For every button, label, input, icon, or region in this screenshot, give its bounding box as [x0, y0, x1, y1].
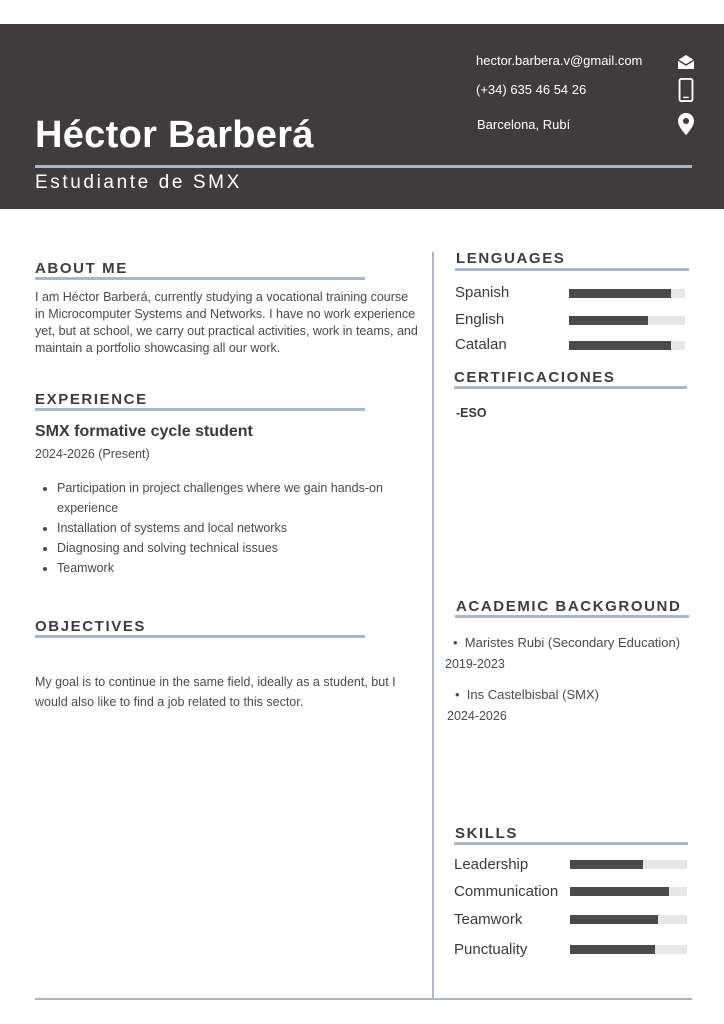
- contact-email[interactable]: hector.barbera.v@gmail.com: [476, 53, 643, 68]
- language-label: Catalan: [455, 336, 507, 353]
- language-label: Spanish: [455, 284, 510, 301]
- skill-level-fill: [570, 887, 669, 896]
- about-rule: [35, 277, 365, 280]
- job-dates: 2024-2026 (Present): [35, 447, 150, 461]
- objectives-text: My goal is to continue in the same field, ideally as a student, but I would also like to find a job related to this sector.: [35, 675, 396, 709]
- skill-label: Communication: [454, 883, 559, 900]
- list-item: • Teamwork: [57, 558, 420, 578]
- envelope-icon: [676, 51, 696, 75]
- skill-level-track: [570, 860, 687, 869]
- header-divider: [35, 165, 692, 168]
- language-level-fill: [569, 341, 671, 350]
- footer-divider: [35, 998, 692, 1000]
- academic-years-2: 2024-2026: [447, 709, 507, 723]
- languages-rule: [455, 268, 689, 271]
- objectives-rule: [35, 635, 365, 638]
- column-divider: [432, 252, 434, 998]
- experience-heading: EXPERIENCE: [35, 391, 148, 408]
- skill-level-fill: [570, 860, 643, 869]
- skills-rule: [454, 842, 688, 845]
- academic-name: Ins Castelbisbal (SMX): [466, 687, 599, 702]
- academic-heading: ACADEMIC BACKGROUND: [456, 598, 682, 615]
- about-heading: ABOUT ME: [35, 260, 128, 277]
- list-item: • Participation in project challenges where we gain hands-on experience: [57, 478, 420, 518]
- academic-item-1: • Maristes Rubi (Secondary Education): [453, 635, 681, 650]
- list-item: • Installation of systems and local networks: [57, 518, 420, 538]
- language-level-fill: [569, 316, 648, 325]
- list-item: • Diagnosing and solving technical issues: [57, 538, 420, 558]
- person-role: Estudiante de SMX: [35, 172, 242, 193]
- skill-level-fill: [570, 945, 655, 954]
- skills-heading: SKILLS: [455, 825, 518, 842]
- skill-label: Punctuality: [454, 941, 528, 958]
- languages-heading: LENGUAGES: [456, 250, 566, 267]
- skill-level-track: [570, 887, 687, 896]
- location-pin-icon: [676, 112, 696, 136]
- experience-rule: [35, 408, 365, 411]
- certification-item: -ESO: [456, 406, 487, 420]
- contact-phone: (+34) 635 46 54 26: [476, 82, 587, 97]
- objectives-heading: OBJECTIVES: [35, 618, 147, 635]
- language-level-fill: [569, 289, 671, 298]
- experience-bullets: [35, 478, 420, 578]
- academic-rule: [455, 615, 689, 618]
- language-level-track: [569, 316, 685, 325]
- about-text: I am Héctor Barberá, currently studying a vocational training course in Microcomputer Systems and Networks. I have no work experience yet, but at school, we carry out practical activities, work in teams, and maintain a portfolio showcasing all our work.: [35, 290, 418, 355]
- contact-location: Barcelona, Rubí: [477, 117, 571, 132]
- skill-level-track: [570, 915, 687, 924]
- academic-years-1: 2019-2023: [445, 657, 505, 671]
- person-name: Héctor Barberá: [35, 114, 314, 156]
- language-level-track: [569, 289, 685, 298]
- certifications-heading: CERTIFICACIONES: [454, 369, 616, 386]
- skill-level-fill: [570, 915, 658, 924]
- skill-level-track: [570, 945, 687, 954]
- certifications-rule: [454, 386, 687, 389]
- language-level-track: [569, 341, 685, 350]
- academic-name: Maristes Rubi (Secondary Education): [464, 635, 681, 650]
- academic-item-2: • Ins Castelbisbal (SMX): [455, 687, 599, 702]
- skill-label: Leadership: [454, 856, 529, 873]
- language-label: English: [455, 311, 505, 328]
- phone-icon: [676, 78, 696, 102]
- job-title: SMX formative cycle student: [35, 423, 253, 440]
- skill-label: Teamwork: [454, 911, 523, 928]
